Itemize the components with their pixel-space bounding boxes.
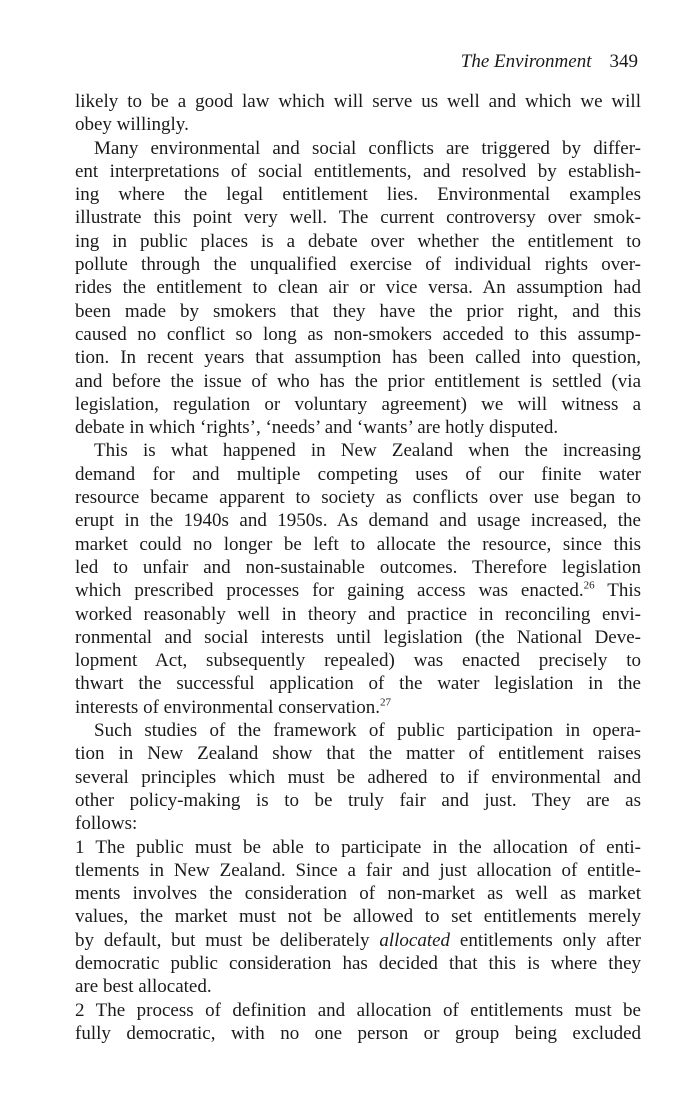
text-line: by default, but must be deliberately allocated entitlements only after [75,929,641,951]
footnote-ref-27: 27 [379,696,391,709]
text-line: tion in New Zealand show that the matter of entitlement raises [75,743,641,765]
text-line: several principles which must be adhered to if environmental and [75,766,641,788]
text-line: worked reasonably well in theory and practice in reconciling envi- [75,603,641,625]
text-line: and before the issue of who has the prior entitlement is settled (via [75,370,641,392]
text-line: market could no longer be left to allocate the resource, since this [75,533,641,555]
paragraph-start-line: This is what happened in New Zealand when the increasing [94,440,641,462]
text-line: been made by smokers that they have the prior right, and this [75,300,641,322]
text-line: which prescribed processes for gaining access was enacted.$^{26}$ This [75,579,642,602]
paragraph-start-line: Such studies of the framework of public participation in opera- [94,720,641,742]
text-line: obey willingly. [75,114,189,136]
text-line: thwart the successful application of the water legislation in the [75,673,641,695]
text-line: demand for and multiple competing uses of our finite water [75,463,641,485]
text-line: caused no conflict so long as non-smokers acceded to this assump- [75,323,641,345]
text-line: resource became apparent to society as conflicts over use began to [75,487,641,509]
running-title: The Environment [460,51,592,72]
text-line: tion. In recent years that assumption has been called into question, [75,347,641,369]
text-line: fully democratic, with no one person or group being excluded [75,1022,641,1044]
emphasis: allocated [379,929,451,951]
text-line: tlements in New Zealand. Since a fair and just allocation of entitle- [75,859,641,881]
text-line: lopment Act, subsequently repealed) was enacted precisely to [75,650,641,672]
text-line: erupt in the 1940s and 1950s. As demand and usage increased, the [75,510,641,532]
text-line: democratic public consideration has decided that this is where they [75,952,641,974]
text-line: ent interpretations of social entitlements, and resolved by establish- [75,160,641,182]
text-line: follows: [75,813,138,835]
text-line: interests of environmental conservation.$^{27}$ [75,696,391,718]
text-line: legislation, regulation or voluntary agreement) we will witness a [75,393,641,415]
text-line: ing in public places is a debate over whether the entitlement to [75,230,641,252]
paragraph-start-line: Many environmental and social conflicts are triggered by differ- [94,137,641,159]
footnote-ref-26: 26 [583,579,595,592]
text-line: values, the market must not be allowed to set entitlements merely [75,906,641,928]
running-header [461,50,638,74]
text-line: rides the entitlement to clean air or vice versa. An assumption had [75,277,641,299]
page-number: 349 [609,51,638,72]
list-item-2-line: 2 The process of definition and allocation of entitlements must be [75,999,641,1021]
text-line: are best allocated. [75,976,212,998]
text-line: other policy-making is to be truly fair and just. They are as [75,789,641,811]
text-line: led to unfair and non-sustainable outcomes. Therefore legislation [75,556,641,578]
text-line: ments involves the consideration of non-market as well as market [75,883,641,905]
text-line: ronmental and social interests until legislation (the National Deve- [75,626,641,648]
text-line: debate in which ‘rights’, ‘needs’ and ‘wants’ are hotly disputed. [75,417,559,439]
text-line: pollute through the unqualified exercise of individual rights over- [75,254,641,276]
body-text [75,90,641,1045]
text-line: likely to be a good law which will serve us well and which we will [75,91,641,112]
list-item-1-line: 1 The public must be able to participate in the allocation of enti- [75,836,641,858]
text-line: ing where the legal entitlement lies. Environmental examples [75,184,641,206]
text-line: illustrate this point very well. The current controversy over smok- [75,207,641,229]
